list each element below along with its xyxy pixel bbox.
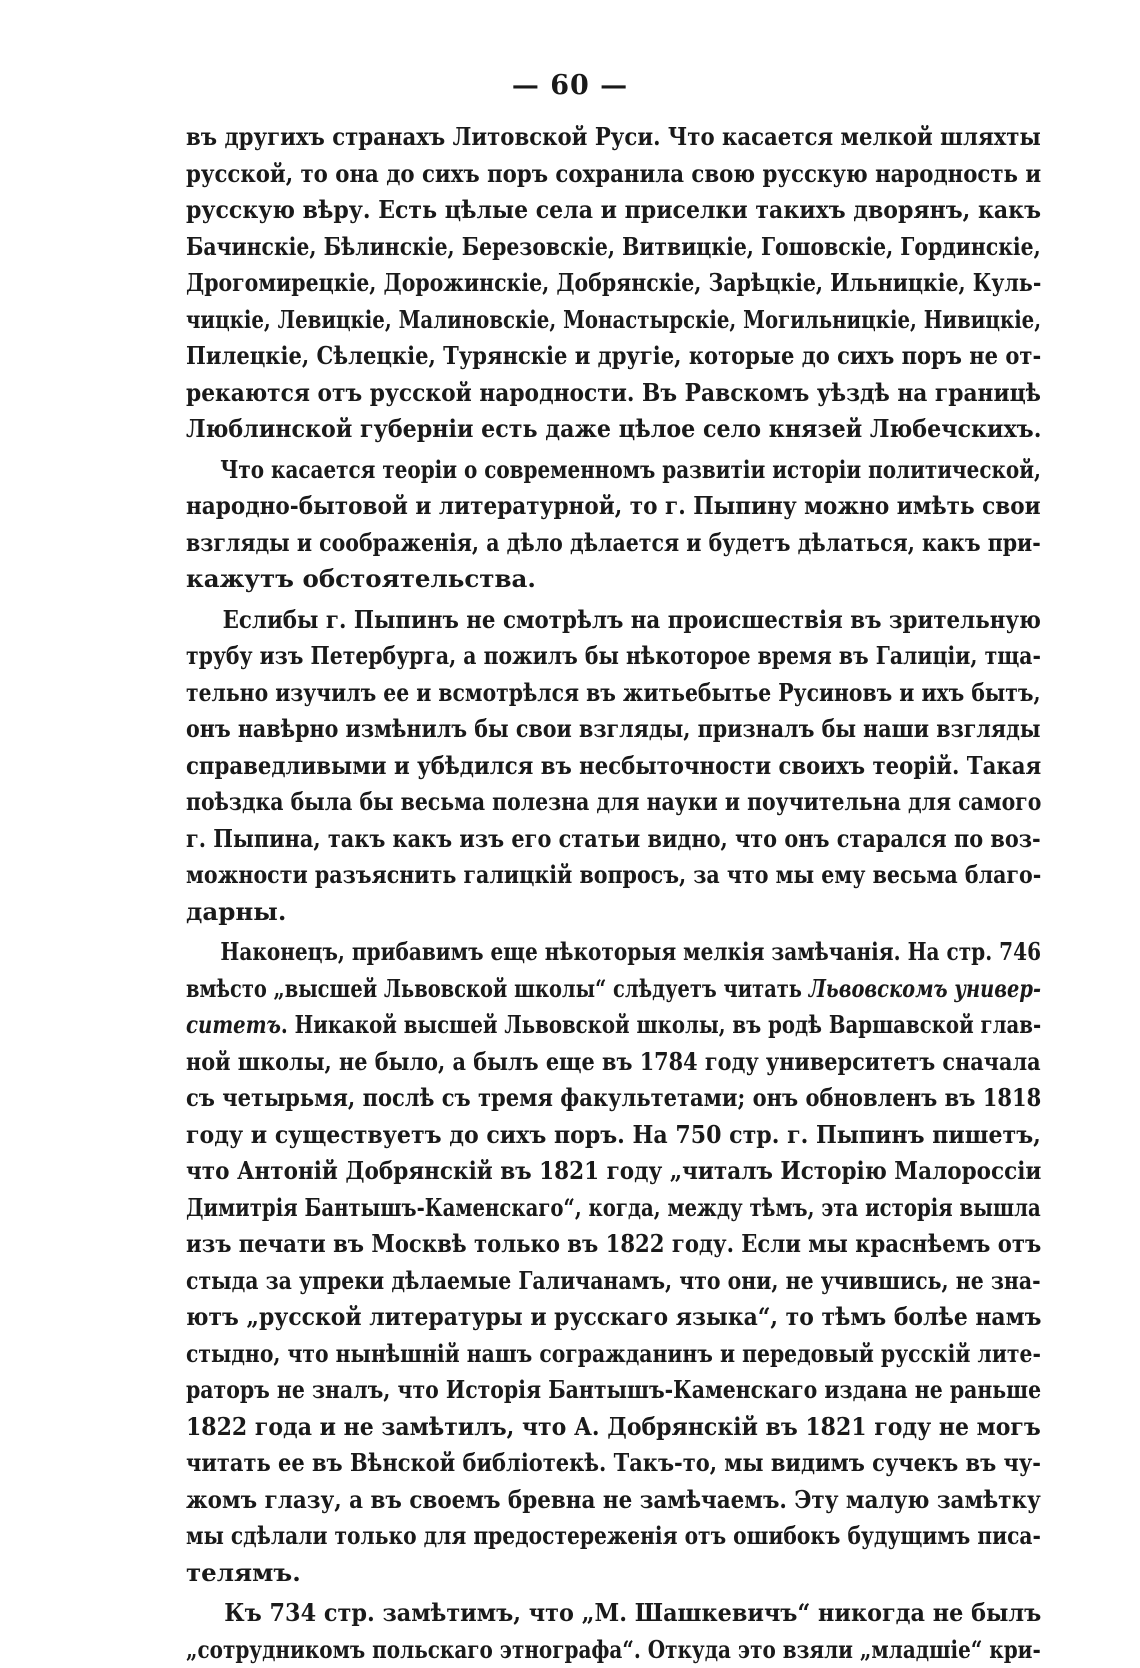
text-line — [186, 1007, 874, 1044]
text-line: можности разъяснить галицкій вопросъ, за что мы ему весьма благо- — [186, 857, 904, 894]
text-line: 1822 года и не замѣтилъ, что А. Добрянскій въ 1821 году не могъ — [186, 1409, 954, 1446]
text-line: трубу изъ Петербурга, а пожилъ бы нѣкоторое время въ Галиціи, тща- — [186, 638, 897, 675]
text-line — [186, 971, 864, 1008]
text-line: русской, то она до сихъ поръ сохранила свою русскую народность и — [186, 156, 928, 193]
text-line: ютъ „русской литературы и русскаго языка“, то тѣмъ болѣе намъ — [186, 1299, 950, 1336]
italic-phrase: Львовскомъ универ- — [809, 974, 1041, 1003]
text-line: Дрогомирецкіе, Дорожинскіе, Добрянскіе, Зарѣцкіе, Ильницкіе, Куль- — [186, 265, 900, 302]
text-line: стыда за упреки дѣлаемые Галичанамъ, что они, не учившись, не зна- — [186, 1263, 899, 1300]
text-line: съ четырьмя, послѣ съ тремя факультетами; онъ обновленъ въ 1818 — [186, 1080, 920, 1117]
text-line: чицкіе, Левицкіе, Малиновскіе, Монастырскіе, Могильницкіе, Нивицкіе, — [186, 302, 874, 339]
text-line: Что касается теоріи о современномъ развитіи исторіи политической, — [186, 452, 882, 489]
text-line: жомъ глазу, а въ своемъ бревна не замѣчаемъ. Эту малую замѣтку — [186, 1482, 935, 1519]
text-line: Еслибы г. Пыпинъ не смотрѣлъ на происшествія въ зрительную — [186, 602, 931, 639]
text-line: раторъ не зналъ, что Исторія Бантышъ-Каменскаго издана не раньше — [186, 1372, 899, 1409]
text-line: мы сдѣлали только для предостереженія отъ ошибокъ будущимъ писа- — [186, 1518, 892, 1555]
text-line: году и существуетъ до сихъ поръ. На 750 стр. г. Пыпинъ пишетъ, — [186, 1117, 956, 1154]
text-line: взгляды и соображенія, а дѣло дѣлается и будетъ дѣлаться, какъ при- — [186, 525, 901, 562]
text-line: Къ 734 стр. замѣтимъ, что „М. Шашкевичъ“ никогда не былъ — [186, 1595, 965, 1632]
text-line: Бачинскіе, Бѣлинскіе, Березовскіе, Витвицкіе, Гошовскіе, Гординскіе, — [186, 229, 897, 266]
text-segment: . Никакой высшей Львовской школы, въ родѣ Варшавской глав- — [281, 1010, 1041, 1039]
text-line: „сотрудникомъ польскаго этнографа“. Откуда это взяли „младшіе“ кри- — [186, 1632, 883, 1668]
text-line: г. Пыпина, такъ какъ изъ его статьи видно, что онъ старался по воз- — [186, 821, 913, 858]
text-line: Пилецкіе, Сѣлецкіе, Турянскіе и другіе, которые до сихъ поръ не от- — [186, 338, 921, 375]
text-line: Люблинской губерніи есть даже цѣлое село князей Любечскихъ. — [186, 411, 960, 448]
text-line: читать ее въ Вѣнской библіотекѣ. Такъ-то, мы видимъ сучекъ въ чу- — [186, 1445, 918, 1482]
text-line: дарны. — [186, 894, 1041, 931]
text-line: кажутъ обстоятельства. — [186, 561, 1041, 598]
text-segment: вмѣсто „высшей Львовской школы“ слѣдуетъ читать — [186, 974, 802, 1003]
text-line: что Антоній Добрянскій въ 1821 году „читалъ Исторію Малороссіи — [186, 1153, 937, 1190]
page-number: — 60 — — [0, 70, 1140, 101]
text-line: справедливыми и убѣдился въ несбыточности своихъ теорій. Такая — [186, 748, 927, 785]
text-line: народно-бытовой и литературной, то г. Пыпину можно имѣть свои — [186, 488, 939, 525]
text-line: ной школы, не было, а былъ еще въ 1784 году университетъ сначала — [186, 1044, 912, 1081]
text-line: въ другихъ странахъ Литовской Руси. Что касается мелкой шляхты — [186, 119, 927, 156]
text-line: изъ печати въ Москвѣ только въ 1822 году. Если мы краснѣемъ отъ — [186, 1226, 924, 1263]
text-column — [186, 119, 1041, 1668]
text-line: Наконецъ, прибавимъ еще нѣкоторыя мелкія замѣчанія. На стр. 746 — [186, 934, 886, 971]
text-line: рекаются отъ русской народности. Въ Равскомъ уѣздѣ на границѣ — [186, 375, 945, 412]
text-line: Димитрія Бантышъ-Каменскаго“, когда, между тѣмъ, эта исторія вышла — [186, 1190, 872, 1227]
text-line: стыдно, что нынѣшній нашъ согражданинъ и передовый русскій лите- — [186, 1336, 896, 1373]
text-line: русскую вѣру. Есть цѣлые села и приселки такихъ дворянъ, какъ — [186, 192, 955, 229]
italic-phrase: ситетъ — [186, 1010, 281, 1039]
text-line: телямъ. — [186, 1555, 1041, 1592]
text-line: онъ навѣрно измѣнилъ бы свои взгляды, призналъ бы наши взгляды — [186, 711, 905, 748]
text-line: поѣздка была бы весьма полезна для науки и поучительна для самого — [186, 784, 898, 821]
text-line: тельно изучилъ ее и всмотрѣлся въ житьебытье Русиновъ и ихъ бытъ, — [186, 675, 896, 712]
